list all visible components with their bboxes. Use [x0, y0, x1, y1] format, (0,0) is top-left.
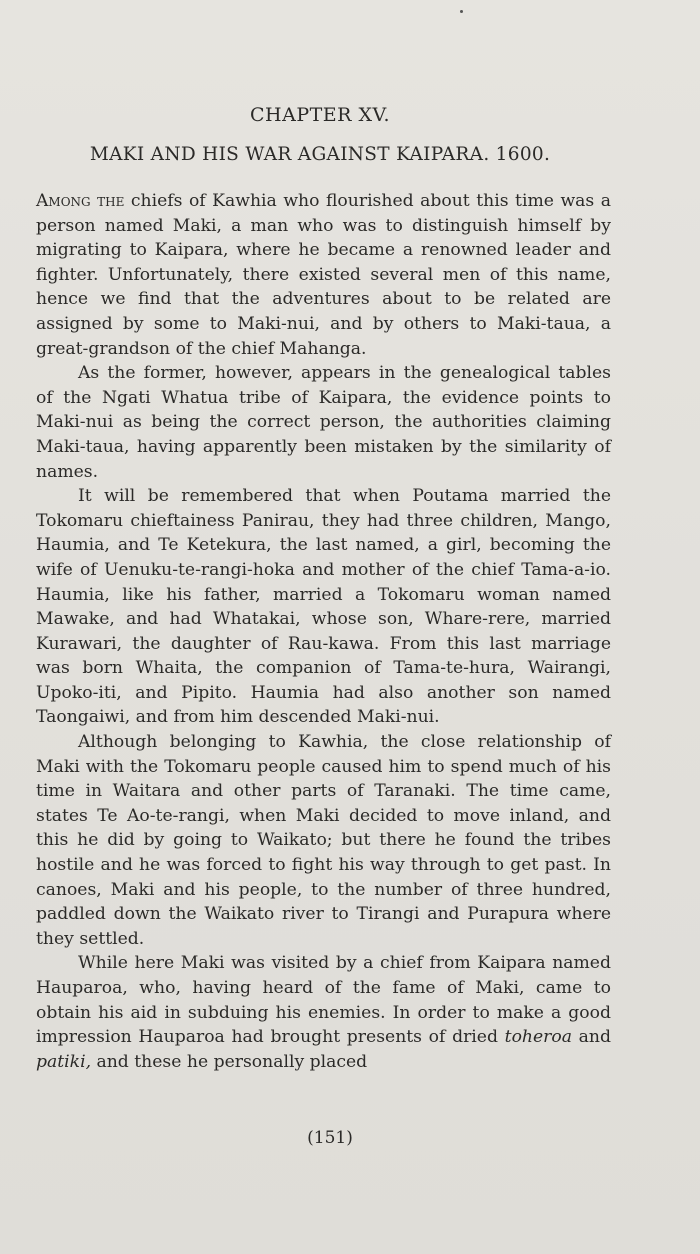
chapter-title: MAKI AND HIS WAR AGAINST KAIPARA. 1600.: [89, 144, 551, 165]
paragraph-1-text: chiefs of Kawhia who flourished about this time was a person named Maki, a man who was to distinguish himself by migrating to Kaipara, where he became a renowned leader and fighter. Unfortunately, there existed several men of this name, hence we find that the adventures about to be related are assigned by some to Maki-nui, and by others to Maki-taua, a great-grandson of the chief Mahanga.: [36, 191, 611, 359]
paragraph-5: [36, 951, 611, 1074]
paragraph-5-text-b: and: [571, 1027, 611, 1048]
italic-term-toheroa: toheroa: [504, 1027, 572, 1048]
paragraph-5-text-c: and these he personally placed: [91, 1051, 368, 1072]
ink-speck: [460, 10, 463, 13]
paragraph-2: As the former, however, appears in the genealogical tables of the Ngati Whatua tribe of Kaipara, the evidence points to Maki-nui as being the correct person, the authorities claiming Maki-taua, having apparently been mistaken by the similarity of names.: [36, 363, 611, 482]
paragraph-5-text-a: While here Maki was visited by a chief from Kaipara named Hauparoa, who, having heard of the fame of Maki, came to obtain his aid in subduing his enemies. In order to make a good impression Hauparoa had brought presents of dried: [36, 953, 611, 1048]
paragraph-lead-in: Among the: [36, 191, 125, 211]
paragraph-4: Although belonging to Kawhia, the close relationship of Maki with the Tokomaru people caused him to spend much of his time in Waitara and other parts of Taranaki. The time came, states Te Ao-te-rangi, when Maki decided to move inland, and this he did by going to Waikato; but there he found the tribes hostile and he was forced to fight his way through to get past. In canoes, Maki and his people, to the number of three hundred, paddled down the Waikato river to Tirangi and Purapura where they settled.: [36, 732, 611, 949]
italic-term-patiki: patiki,: [36, 1051, 92, 1072]
chapter-body: [36, 189, 611, 1074]
paragraph-3: It will be remembered that when Poutama married the Tokomaru chieftainess Panirau, they had three children, Mango, Haumia, and Te Ketekura, the last named, a girl, becoming the wife of Uenuku-te-rangi-hoka and mother of the chief Tama-a-io. Haumia, like his father, married a Tokomaru woman named Mawake, and had Whatakai, whose son, Whare-rere, married Kurawari, the daughter of Rau-kawa. From this last marriage was born Whaita, the companion of Tama-te-hura, Wairangi, Upoko-iti, and Pipito. Haumia had also another son named Taongaiwi, and from him descended Maki-nui.: [36, 486, 611, 728]
page-number: (151): [307, 1128, 353, 1148]
chapter-heading: CHAPTER XV.: [250, 104, 390, 126]
paragraph-1: [36, 189, 611, 361]
